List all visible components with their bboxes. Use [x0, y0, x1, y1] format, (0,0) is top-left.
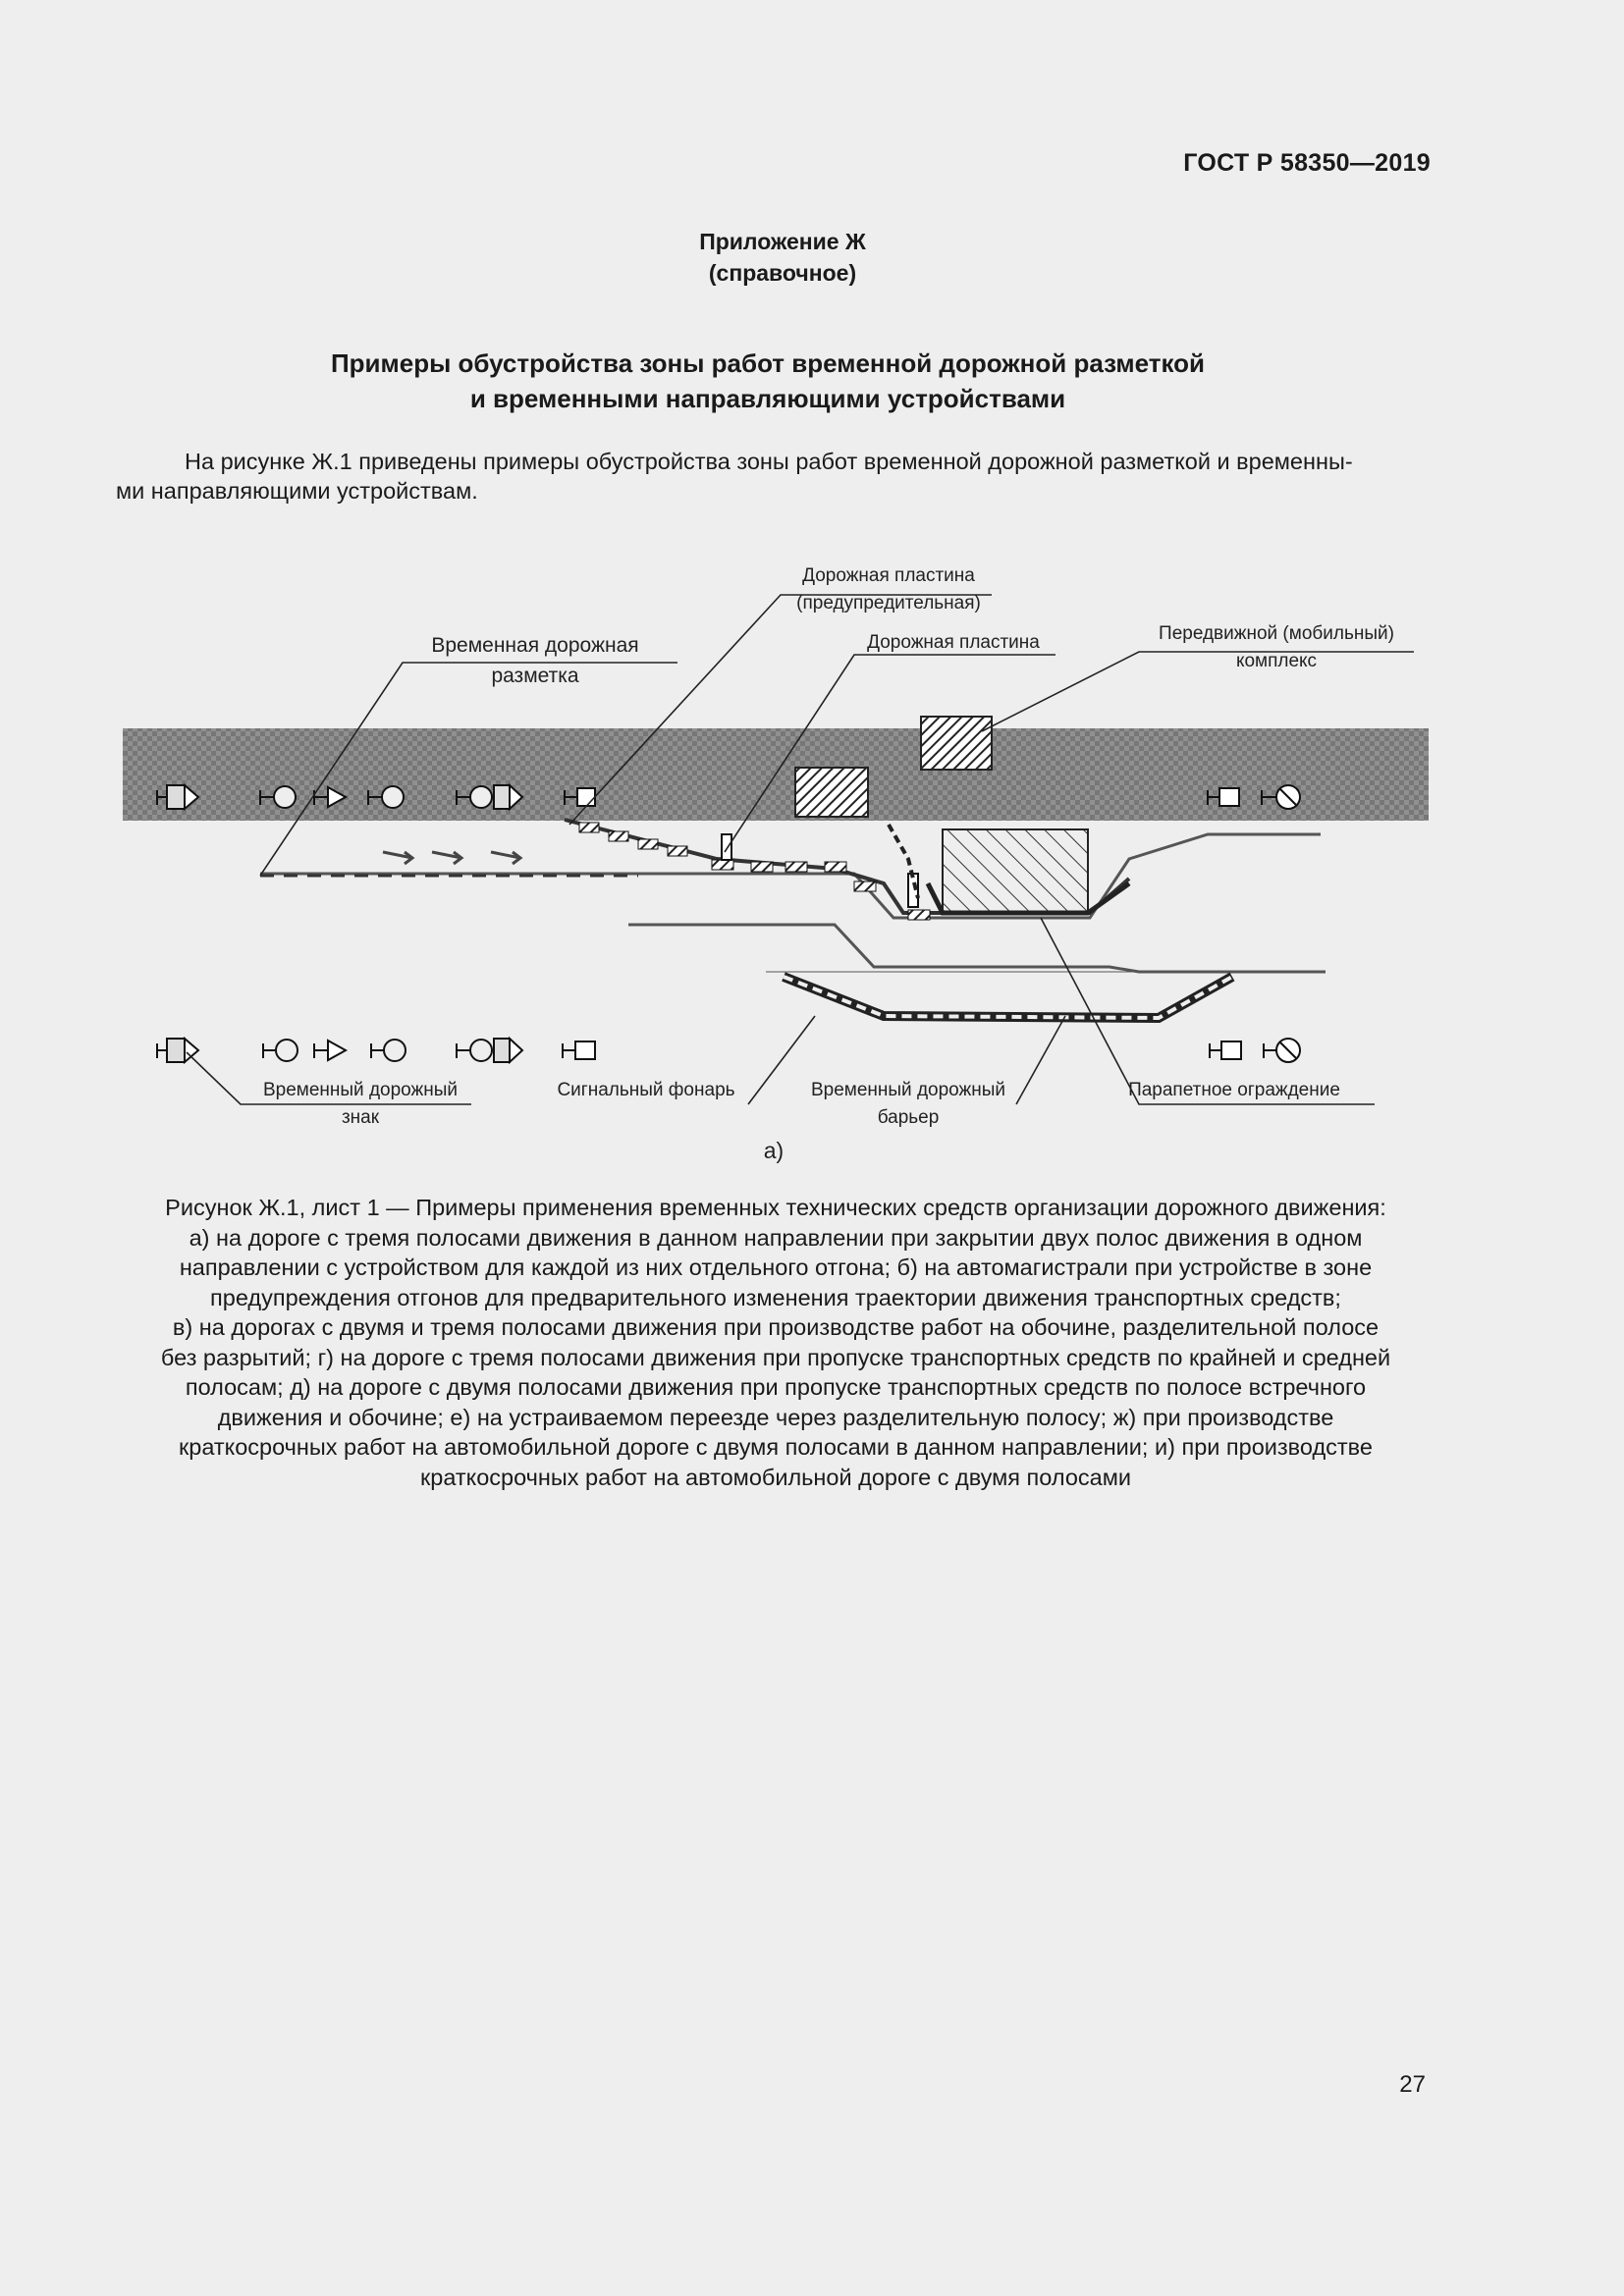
- caption-line: Рисунок Ж.1, лист 1 — Примеры применения временных технических средств организации дорожного движения:: [165, 1195, 1386, 1220]
- caption-line: движения и обочине; е) на устраиваемом переезде через разделительную полосу; ж) при производстве: [217, 1404, 1334, 1430]
- section-title: [0, 346, 1624, 416]
- figure-road-work-zone: [0, 550, 1624, 1178]
- intro-paragraph: [116, 447, 1432, 506]
- appendix-heading: [0, 226, 1624, 289]
- label-temp-sign-2: знак: [341, 1107, 380, 1128]
- caption-line: полосам; д) на дороге с двумя полосами движения при пропуске транспортных средств по полосе встречного: [185, 1374, 1367, 1400]
- speed-sign-icon: [371, 1040, 406, 1061]
- lane-arrows: [383, 852, 520, 864]
- signal-lamp-icon: [563, 1041, 595, 1059]
- caption-line: направлении с устройством для каждой из них отдельного отгона; б) на автомагистрали при устройстве в зоне: [179, 1255, 1373, 1280]
- label-temp-barrier-1: Временный дорожный: [810, 1080, 1006, 1100]
- caption-line: краткосрочных работ на автомобильной дороге с двумя полосами в данном направлении; и) при производстве: [179, 1434, 1373, 1460]
- intro-line-2: ми направляющими устройствам.: [116, 478, 478, 504]
- page-number: 27: [1399, 2071, 1426, 2098]
- caption-line: краткосрочных работ на автомобильной дороге с двумя полосами: [419, 1464, 1131, 1490]
- label-mobile-2: комплекс: [1235, 651, 1318, 671]
- speed-sign-icon: [263, 1040, 298, 1061]
- label-plate-warning-1: Дорожная пластина: [802, 565, 975, 586]
- label-plate-warning-2: (предупредительная): [796, 593, 981, 614]
- carriageway-lines: [260, 834, 1335, 972]
- label-temp-sign-1: Временный дорожный: [262, 1080, 459, 1100]
- label-temp-marking-2: разметка: [491, 665, 579, 687]
- caption-line: предупреждения отгонов для предварительного изменения траектории движения транспортных средств;: [210, 1284, 1341, 1310]
- figure-sub-label: а): [763, 1138, 785, 1163]
- sign-icon: [457, 1039, 522, 1062]
- label-mobile-1: Передвижной (мобильный): [1159, 623, 1394, 644]
- no-entry-sign-icon: [1264, 1039, 1300, 1062]
- caption-line: без разрытий; г) на дороге с тремя полосами движения при пропуске транспортных средств по крайней и средней: [160, 1344, 1391, 1370]
- intro-line-1: На рисунке Ж.1 приведены примеры обустройства зоны работ временной дорожной разметкой и временны-: [185, 449, 1353, 474]
- label-plate: Дорожная пластина: [867, 632, 1040, 653]
- caption-line: а) на дороге с тремя полосами движения в данном направлении при закрытии двух полос движения в одном: [189, 1224, 1363, 1251]
- temporary-barrier: [784, 977, 1232, 1018]
- sign-icon: [314, 1041, 346, 1060]
- label-temp-marking-1: Временная дорожная: [431, 634, 639, 657]
- label-signal-lamp: Сигнальный фонарь: [557, 1080, 735, 1100]
- appendix-type: (справочное): [708, 260, 857, 286]
- sign-icon: [1210, 1041, 1241, 1059]
- figure-caption: [98, 1193, 1453, 1492]
- appendix-label: Приложение Ж: [699, 229, 866, 254]
- label-parapet: Парапетное ограждение: [1128, 1080, 1340, 1100]
- leader-lines: [187, 595, 1414, 1104]
- temp-road-signs-row: [157, 1039, 1300, 1062]
- title-line-1: Примеры обустройства зоны работ временной дорожной разметкой: [330, 348, 1206, 378]
- document-code: ГОСТ Р 58350—2019: [1183, 149, 1431, 177]
- title-line-2: и временными направляющими устройствами: [469, 384, 1066, 413]
- caption-line: в) на дорогах с двумя и тремя полосами движения при производстве работ на обочине, разделительной полосе: [172, 1314, 1380, 1340]
- work-zone: [943, 829, 1088, 913]
- label-temp-barrier-2: барьер: [877, 1107, 940, 1128]
